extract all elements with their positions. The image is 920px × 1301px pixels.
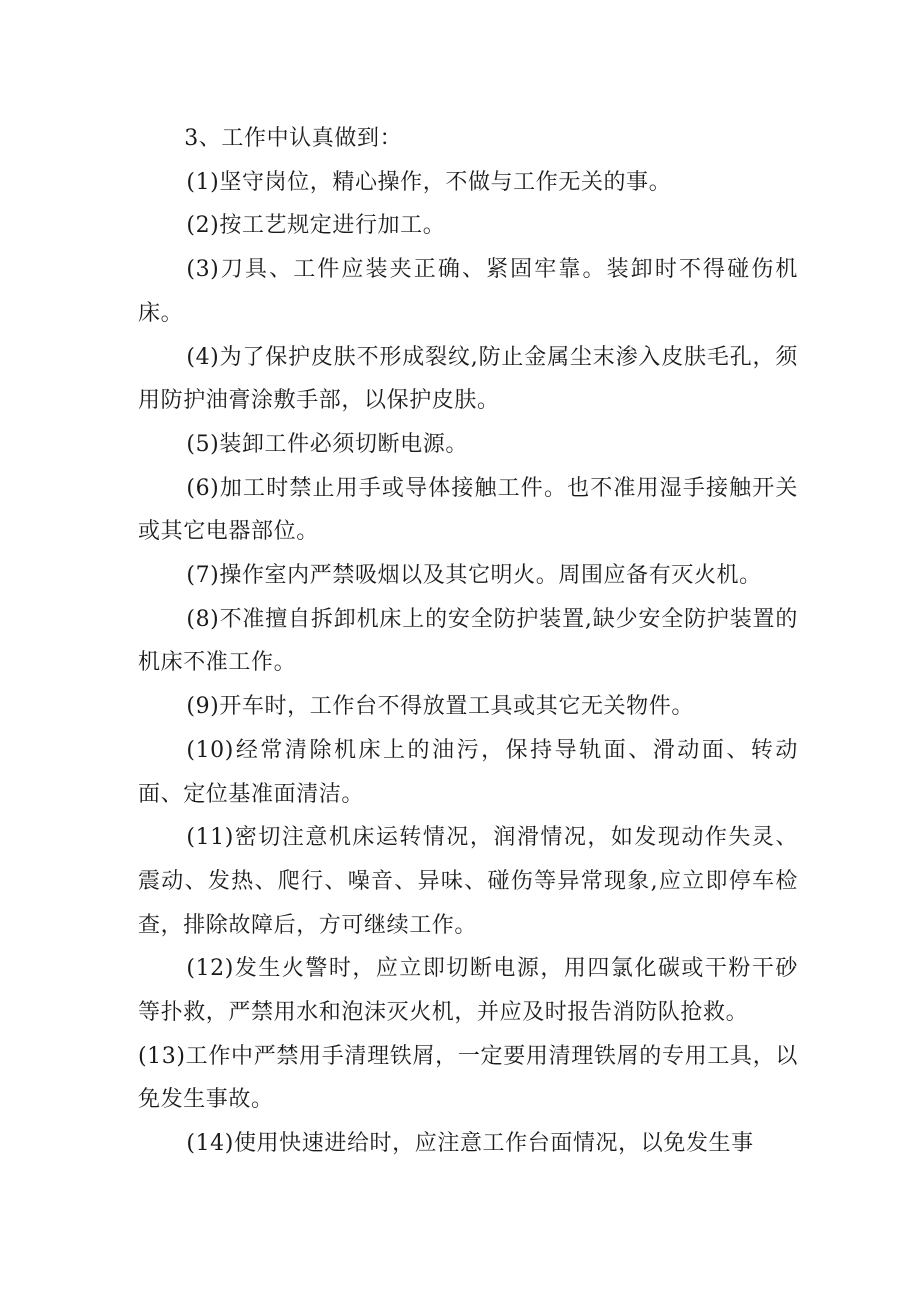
- rule-item-3: (3)刀具、工件应装夹正确、紧固牢靠。装卸时不得碰伤机床。: [138, 257, 798, 326]
- rule-item-1: (1)坚守岗位，精心操作，不做与工作无关的事。: [186, 169, 672, 195]
- rule-item-10: (10)经常清除机床上的油污，保持导轨面、滑动面、转动面、定位基准面清洁。: [138, 737, 798, 807]
- rule-item-4: (4)为了保护皮肤不形成裂纹,防止金属尘末渗入皮肤毛孔，须用防护油膏涂敷手部，以保护皮肤。: [138, 344, 798, 414]
- rule-item-9: (9)开车时，工作台不得放置工具或其它无关物件。: [186, 694, 694, 720]
- rule-item-13: (13)工作中严禁用手清理铁屑，一定要用清理铁屑的专用工具，以免发生事故。: [138, 1043, 798, 1113]
- rule-item-12: (12)发生火警时，应立即切断电源，用四氯化碳或干粉干砂等扑救，严禁用水和泡沫灭火机，并应及时报告消防队抢救。: [138, 956, 798, 1026]
- rule-item-8: (8)不准擅自拆卸机床上的安全防护装置,缺少安全防护装置的机床不准工作。: [138, 606, 798, 676]
- rule-item-2: (2)按工艺规定进行加工。: [186, 213, 446, 239]
- rule-item-14: (14)使用快速进给时，应注意工作台面情况，以免发生事: [186, 1131, 754, 1157]
- section-heading: 3、工作中认真做到：: [184, 126, 403, 151]
- rule-item-11: (11)密切注意机床运转情况，润滑情况，如发现动作失灵、震动、发热、爬行、噪音、异味、碰伤等异常现象,应立即停车检查，排除故障后，方可继续工作。: [138, 825, 798, 938]
- document-body: [138, 117, 798, 1166]
- rule-item-7: (7)操作室内严禁吸烟以及其它明火。周围应备有灭火机。: [186, 563, 762, 589]
- rule-item-5: (5)装卸工件必须切断电源。: [186, 431, 468, 457]
- rule-item-6: (6)加工时禁止用手或导体接触工件。也不准用湿手接触开关或其它电器部位。: [138, 475, 798, 545]
